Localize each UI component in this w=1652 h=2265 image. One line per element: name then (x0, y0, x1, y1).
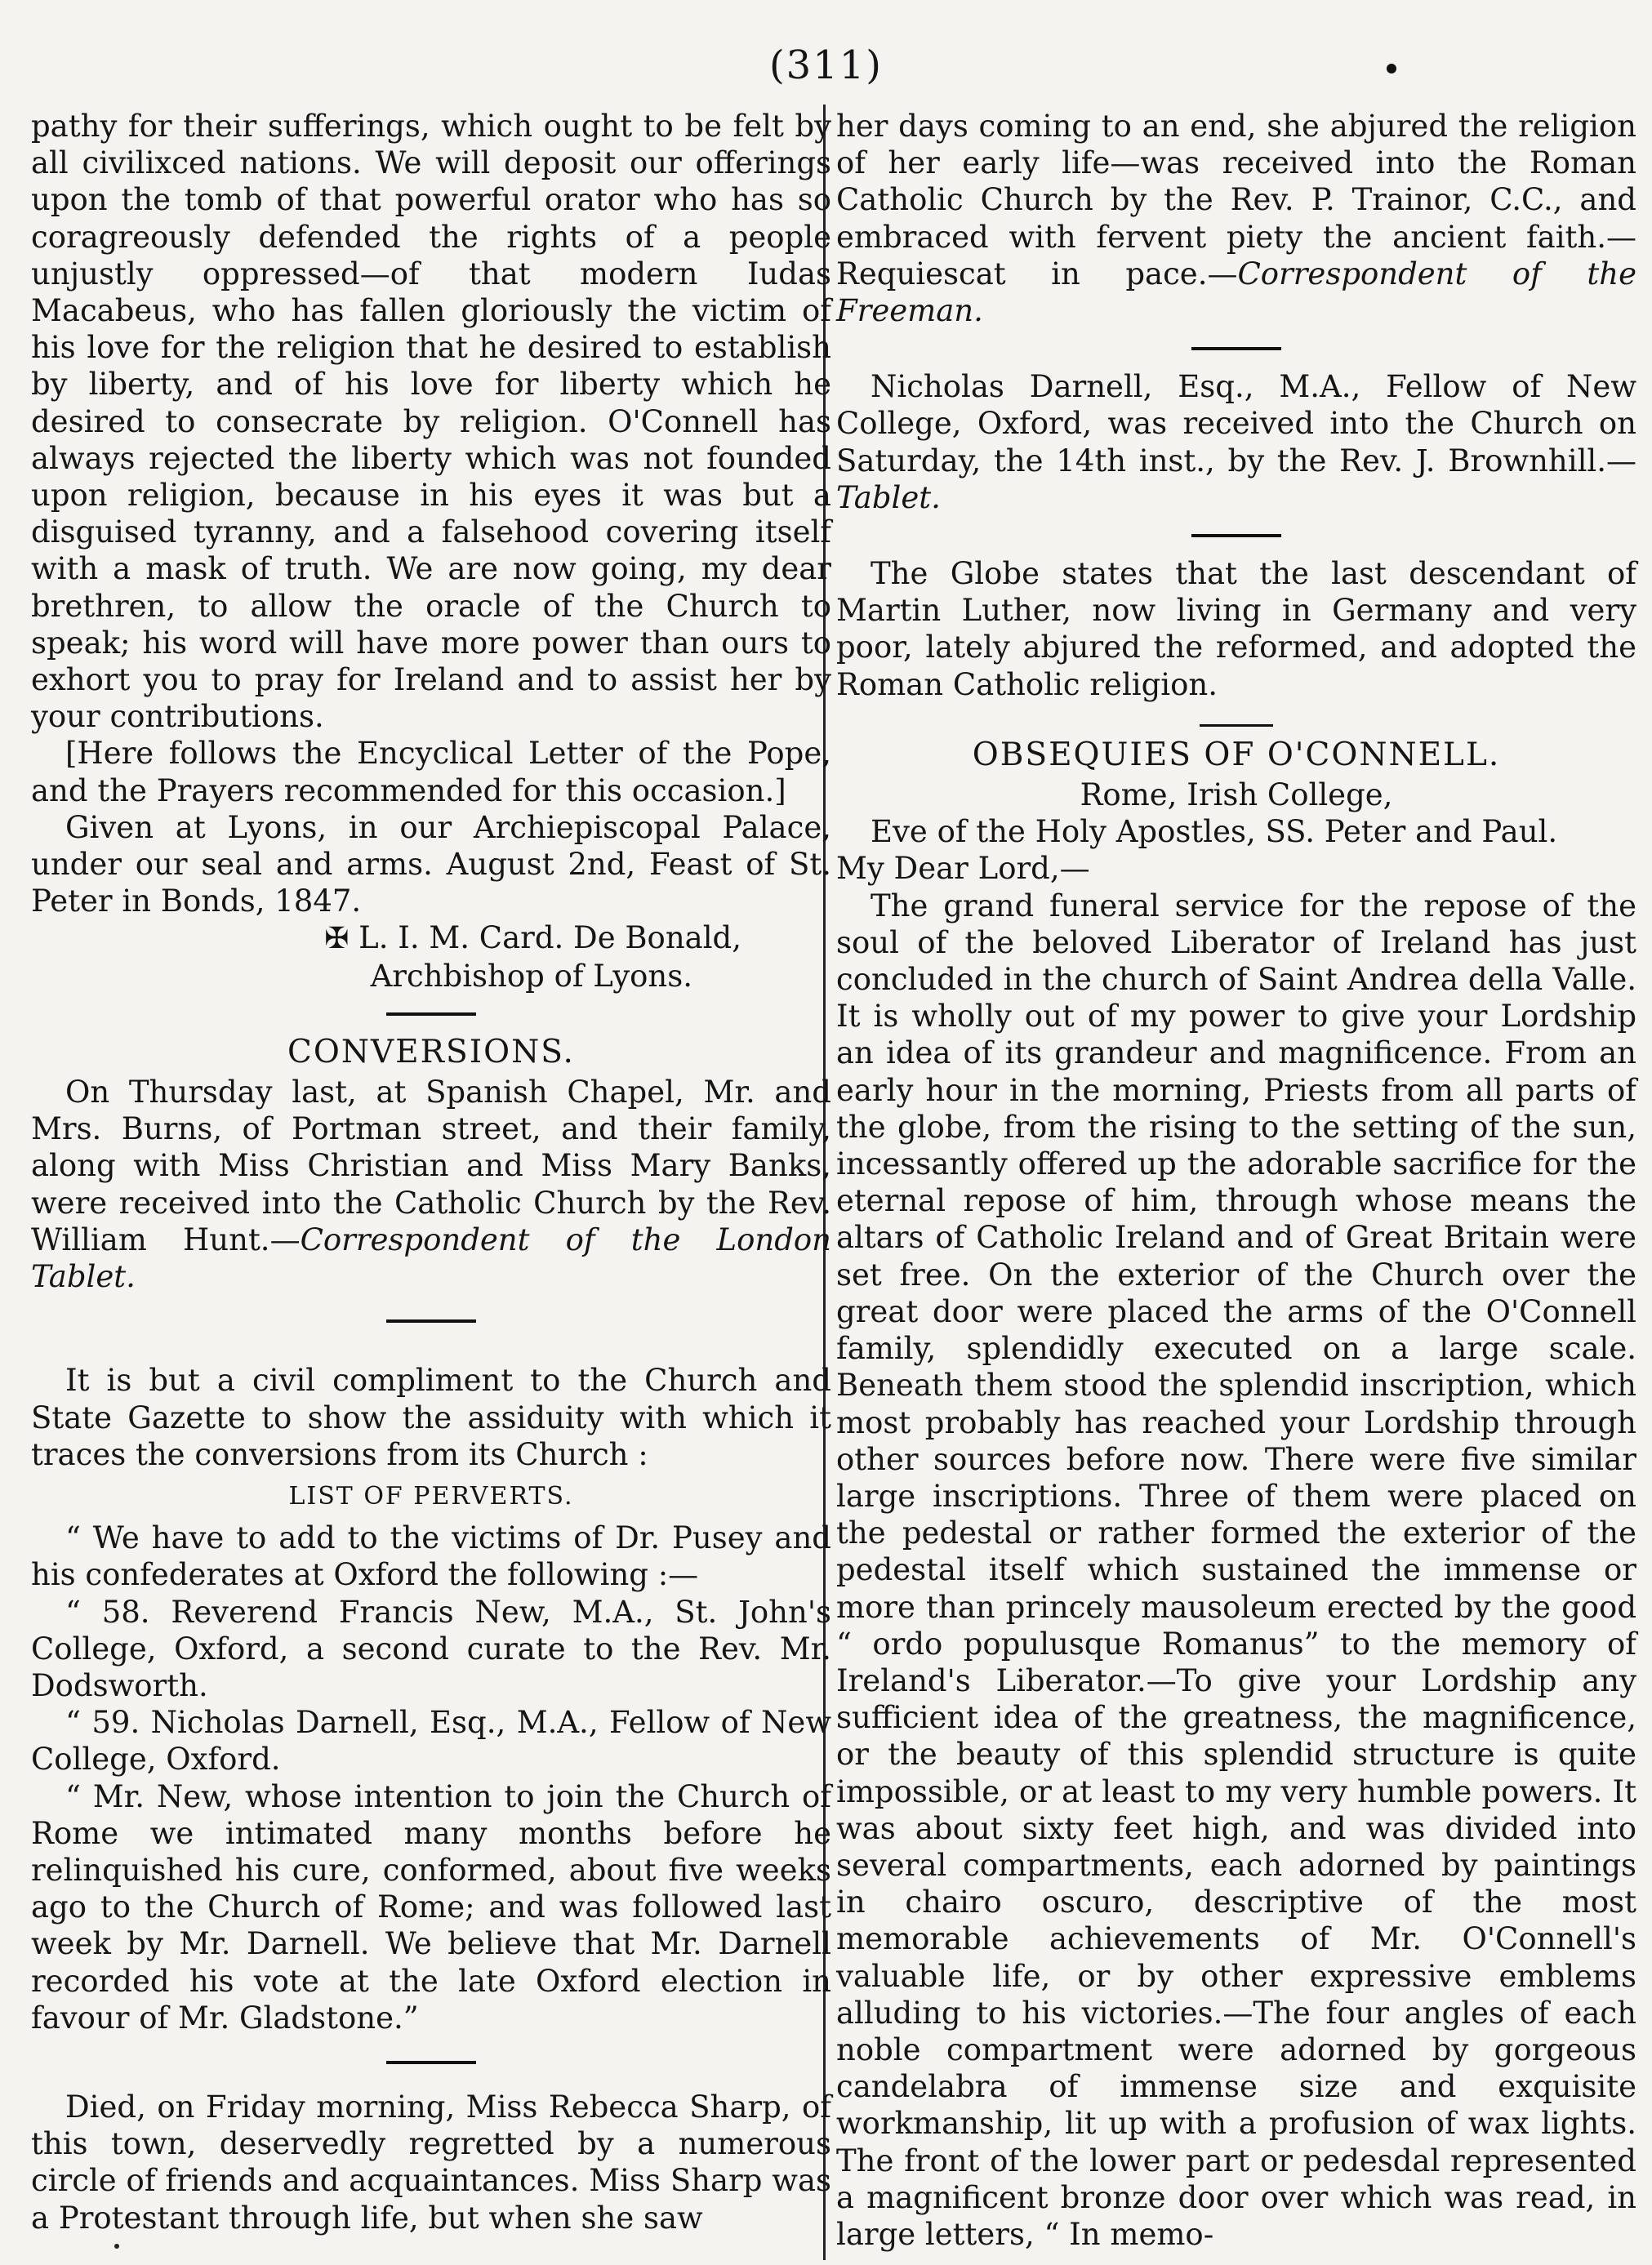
pusey-paragraph: “ We have to add to the victims of Dr. Pusey and his confederates at Oxford the following :— (31, 1520, 831, 1593)
spanish-chapel-paragraph (31, 1074, 831, 1295)
right-column (836, 108, 1636, 2253)
dateline: Rome, Irish College, (1080, 777, 1393, 813)
eve-line: Eve of the Holy Apostles, SS. Peter and Paul. (871, 814, 1558, 850)
salutation: My Dear Lord,— (836, 851, 1090, 887)
given-at-lyons: Given at Lyons, in our Archiepiscopal Palace, under our seal and arms. August 2nd, Feast of St. Peter in Bonds, 1847. (31, 809, 831, 919)
funeral-paragraph: The grand funeral service for the repose of the soul of the beloved Liberator of Ireland has just concluded in the church of Saint Andrea della Valle. It is wholly out of my power to give your Lordship an idea of its grandeur and magnificence. From an early hour in the morning, Priests from all parts of the globe, from the rising to the setting of the sun, incessantly offered up the adorable sacrifice for the eternal repose of him, through whose means the altars of Catholic Ireland and of Great Britain were set free. On the exterior of the Church over the great door were placed the arms of the O'Connell family, splendidly executed on a large scale. Beneath them stood the splendid inscription, which most probably has reached your Lordship through other sources before now. There were five similar large inscriptions. Three of them were placed on the pedestal or rather formed the exterior of the pedestal itself which sustained the immense or more than princely mausoleum erected by the good “ ordo populusque Romanus” to the memory of Ireland's Liberator.—To give your Lordship any sufficient idea of the greatness, the magnificence, or the beauty of this splendid structure is quite impossible, or at least to my very humble powers. It was about sixty feet high, and was divided into several compartments, each adorned by paintings in chairo oscuro, descriptive of the most memorable achievements of Mr. O'Connell's valuable life, or by other expressive emblems alluding to his victories.—The four angles of each noble compartment were adorned by gorgeous candelabra of immense size and exquisite workmanship, lit up with a profusion of wax lights. The front of the lower part or pedesdal represented a magnificent bronze door over which was read, in large letters, “ In memo- (836, 888, 1636, 2252)
gazette-paragraph: It is but a civil compliment to the Church and State Gazette to show the assiduity with which it traces the conversions from its Church : (31, 1363, 831, 1472)
globe-paragraph: The Globe states that the last descendant of Martin Luther, now living in Germany and very poor, lately abjured the reformed, and adopted the Roman Catholic religion. (836, 556, 1636, 702)
left-column (31, 108, 831, 2236)
page-number: (311) (768, 42, 884, 88)
conversions-heading: CONVERSIONS. (287, 1033, 575, 1070)
obsequies-heading: OBSEQUIES OF O'CONNELL. (972, 736, 1501, 773)
sharp-continuation-text: her days coming to an end, she abjured the religion of her early life—was received into the Roman Catholic Church by the Rev. P. Trainor, C.C., and embraced with fervent piety the ancient faith.—Requiescat in pace.— (836, 109, 1636, 291)
spanish-chapel-source: Correspondent of the London Tablet. (31, 1221, 831, 1295)
section-separator (386, 2061, 476, 2064)
darnell-entry: “ 59. Nicholas Darnell, Esq., M.A., Fellow of New College, Oxford. (31, 1705, 831, 1778)
darnell-paragraph (836, 368, 1636, 516)
sharp-continuation (836, 108, 1636, 329)
ink-dot (1387, 64, 1396, 73)
section-separator (386, 1012, 476, 1016)
encyclical-note: [Here follows the Encyclical Letter of the Pope, and the Prayers recommended for this occasion.] (31, 736, 831, 808)
signature-name: L. I. M. Card. De Bonald, (358, 920, 741, 956)
francis-new-entry: “ 58. Reverend Francis New, M.A., St. John's College, Oxford, a second curate to the Rev. Mr. Dodsworth. (31, 1594, 831, 1703)
cross-icon: ✠ (324, 922, 350, 956)
section-separator (1200, 724, 1273, 727)
sharp-source: Correspondent of the Freeman. (836, 256, 1636, 329)
mr-new-paragraph: “ Mr. New, whose intention to join the Church of Rome we intimated many months before he relinquished his cure, conformed, about five weeks ago to the Church of Rome; and was followed last week by Mr. Darnell. We believe that Mr. Darnell recorded his vote at the late Oxford election in favour of Mr. Gladstone.” (31, 1778, 831, 2036)
section-separator (386, 1319, 476, 1323)
signature-title: Archbishop of Lyons. (370, 958, 692, 994)
spanish-chapel-text: On Thursday last, at Spanish Chapel, Mr. and Mrs. Burns, of Portman street, and their family, along with Miss Christian and Miss Mary Banks, were received into the Catholic Church by the Rev. William Hunt.— (31, 1075, 831, 1257)
perverts-heading: LIST OF PERVERTS. (288, 1481, 574, 1511)
rebecca-sharp-paragraph: Died, on Friday morning, Miss Rebecca Sharp, of this town, deservedly regretted by a numerous circle of friends and acquaintances. Miss Sharp was a Protestant through life, but when she saw (31, 2089, 831, 2236)
darnell-text: Nicholas Darnell, Esq., M.A., Fellow of New College, Oxford, was received into the Church on Saturday, the 14th inst., by the Rev. J. Brownhill.— (836, 369, 1636, 478)
appeal-paragraph: pathy for their sufferings, which ought to be felt by all civilixced nations. We will deposit our offerings upon the tomb of that powerful orator who has so coragreously defended the rights of a people unjustly oppressed—of that modern Iudas Macabeus, who has fallen gloriously the victim of his love for the religion that he desired to establish by liberty, and of his love for liberty which he desired to consecrate by religion. O'Connell has always rejected the liberty which was not founded upon religion, because in his eyes it was but a disguised tyranny, and a falsehood covering itself with a mask of truth. We are now going, my dear brethren, to allow the oracle of the Church to speak; his word will have more power than ours to exhort you to pray for Ireland and to assist her by your contributions. (31, 109, 831, 735)
section-separator (1191, 347, 1281, 350)
signature-line (31, 919, 831, 957)
darnell-source: Tablet. (836, 479, 941, 515)
ink-dot (114, 2244, 119, 2249)
section-separator (1191, 534, 1281, 537)
